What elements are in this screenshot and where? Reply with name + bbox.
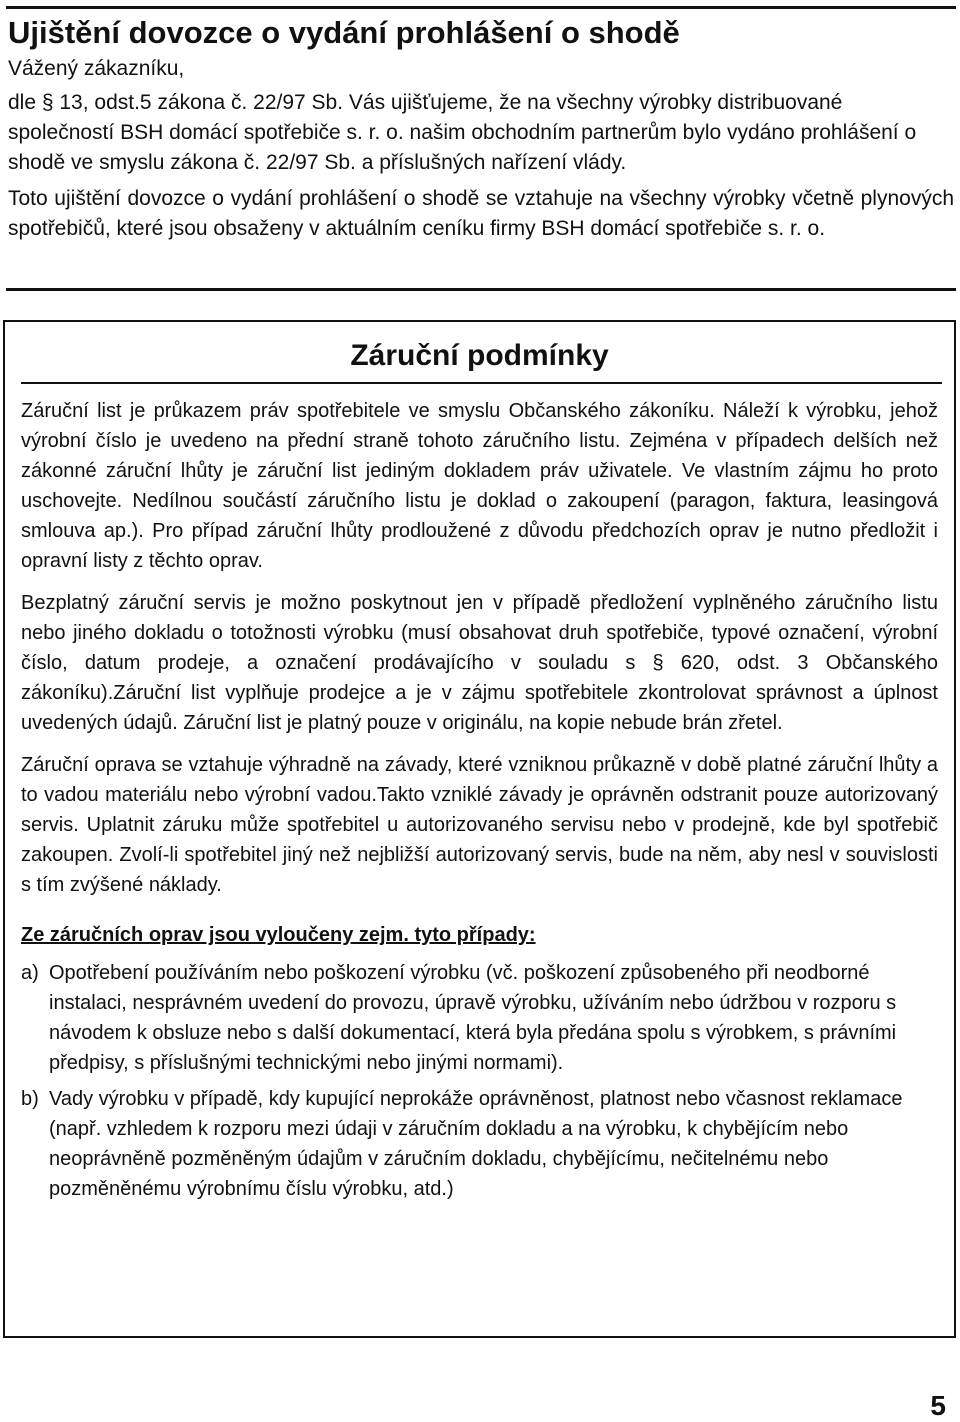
- exclusions-list: [21, 958, 938, 1204]
- warranty-title: Záruční podmínky: [350, 339, 609, 372]
- import-declaration-section: [8, 14, 954, 244]
- top-rule: [6, 6, 956, 9]
- list-item: [21, 1084, 938, 1204]
- warranty-title-rule: [21, 382, 942, 384]
- exclusions-heading: Ze záručních oprav jsou vyloučeny zejm. tyto případy:: [21, 924, 536, 946]
- declaration-greeting: Vážený zákazníku,: [8, 57, 185, 80]
- section-divider: [6, 288, 956, 291]
- warranty-paragraph-2: Bezplatný záruční servis je možno poskytnout jen v případě předložení vyplněného záručního listu nebo jiného dokladu o totožnosti výrobku (musí obsahovat druh spotřebiče, typové označení, výrobní číslo, datum prodeje, a označení prodávajícího v souladu s § 620, odst. 3 Občanského zákoníku).Záruční list vyplňuje prodejce a je v zájmu spotřebitele zkontrolovat správnost a úplnost uvedených údajů. Záruční list je platný pouze v originálu, na kopie nebude brán zřetel.: [21, 592, 938, 734]
- warranty-paragraph-3: Záruční oprava se vztahuje výhradně na závady, které vzniknou průkazně v době platné záruční lhůty a to vadou materiálu nebo výrobní vadou.Takto vzniklé závady je oprávněn odstranit pouze autorizovaný servis. Uplatnit záruku může spotřebitel u autorizovaného servisu nebo v prodejně, kde byl spotřebič zakoupen. Zvolí-li spotřebitel jiný než nejbližší autorizovaný servis, bude na něm, aby nesl v souvislosti s tím zvýšené náklady.: [21, 754, 938, 896]
- list-item-text: Vady výrobku v případě, kdy kupující neprokáže oprávněnost, platnost nebo včasnost reklamace (např. vzhledem k rozporu mezi údaji v záručním dokladu a na výrobku, k chybějícím nebo neoprávněně pozměněným údajům v záručním dokladu, chybějícímu, nečitelnému nebo pozměněnému výrobnímu číslu výrobku, atd.): [49, 1088, 903, 1200]
- declaration-paragraph-2: Toto ujištění dovozce o vydání prohlášení o shodě se vztahuje na všechny výrobky včetně plynových spotřebičů, které jsou obsaženy v aktuálním ceníku firmy BSH domácí spotřebiče s. r. o.: [8, 187, 954, 240]
- warranty-paragraph-1: Záruční list je průkazem práv spotřebitele ve smyslu Občanského zákoníku. Náleží k výrobku, jehož výrobní číslo je uvedeno na přední straně tohoto záručního listu. Zejména v případech delších než zákonné záruční lhůty je záruční list jediným dokladem práv uživatele. Ve vlastním zájmu ho proto uschovejte. Nedílnou součástí záručního listu je doklad o zakoupení (paragon, faktura, leasingová smlouva ap.). Pro případ záruční lhůty prodloužené z důvodu předchozích oprav je nutno předložit i opravní listy z těchto oprav.: [21, 400, 938, 572]
- warranty-conditions-box: [3, 320, 956, 1338]
- declaration-paragraph-1: dle § 13, odst.5 zákona č. 22/97 Sb. Vás ujišťujeme, že na všechny výrobky distribuované společností BSH domácí spotřebiče s. r. o. našim obchodním partnerům bylo vydáno prohlášení o shodě ve smyslu zákona č. 22/97 Sb. a příslušných nařízení vlády.: [8, 91, 917, 174]
- declaration-title: Ujištění dovozce o vydání prohlášení o shodě: [8, 15, 680, 50]
- list-item-text: Opotřebení používáním nebo poškození výrobku (vč. poškození způsobeného při neodborné instalaci, nesprávném uvedení do provozu, úpravě výrobku, užíváním nebo údržbou v rozporu s návodem k obsluze nebo s další dokumentací, která byla předána spolu s výrobkem, s právními předpisy, s příslušnými technickými nebo jinými normami).: [49, 962, 897, 1074]
- list-item: [21, 958, 938, 1078]
- list-item-marker: b): [21, 1088, 39, 1110]
- list-item-marker: a): [21, 962, 39, 984]
- warranty-body: [21, 396, 938, 1210]
- page-number: 5: [930, 1390, 946, 1421]
